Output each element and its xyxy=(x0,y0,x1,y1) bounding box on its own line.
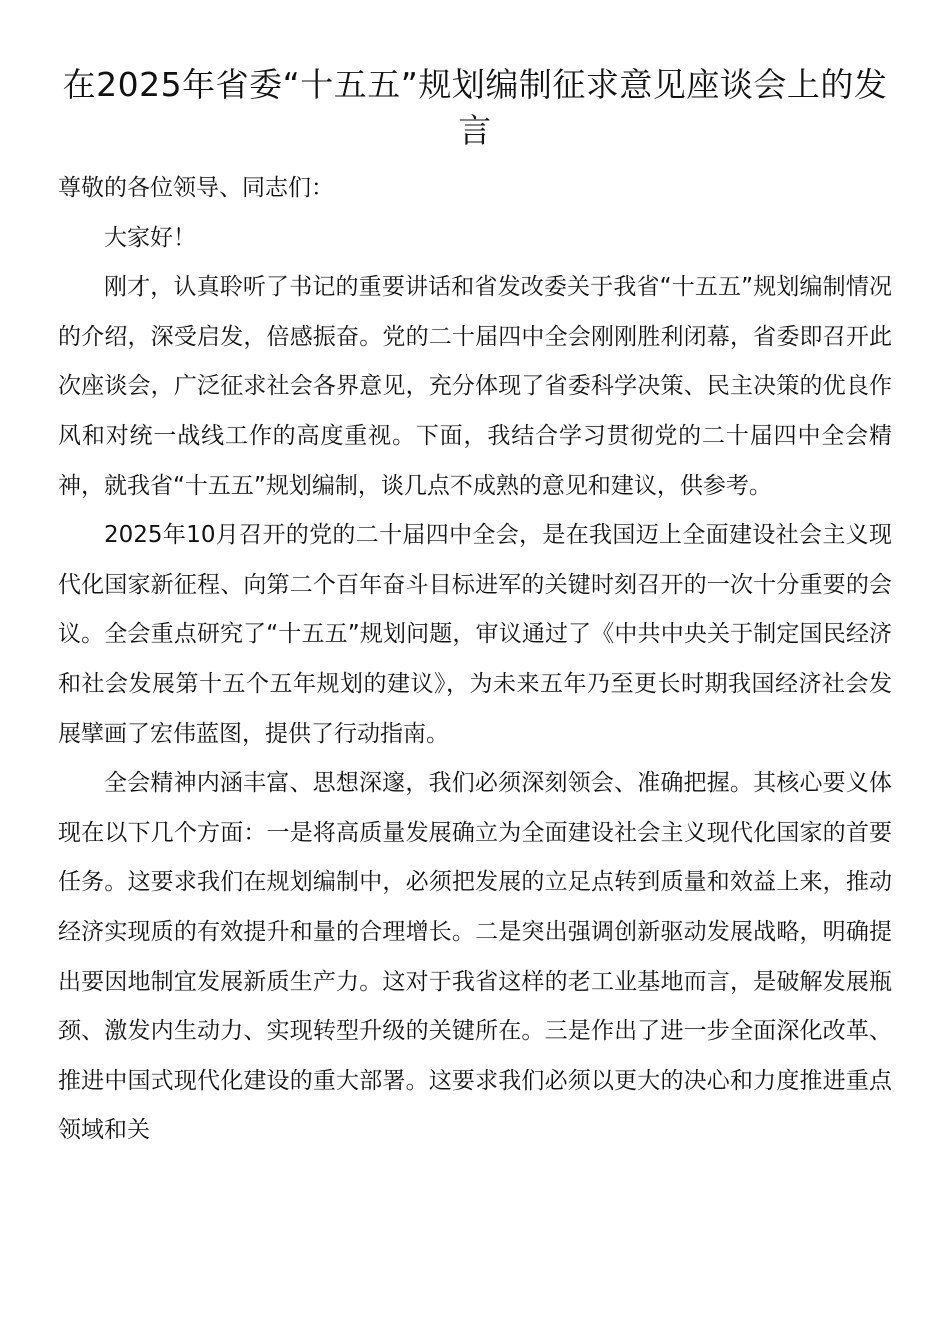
paragraph-core-meaning: 全会精神内涵丰富、思想深邃，我们必须深刻领会、准确把握。其核心要义体现在以下几个方面：一是将高质量发展确立为全面建设社会主义现代化国家的首要任务。这要求我们在规划编制中，必须把发展的立足点转到质量和效益上来，推动经济实现质的有效提升和量的合理增长。二是突出强调创新驱动发展战略，明确提出要因地制宜发展新质生产力。这对于我省这样的老工业基地而言，是破解发展瓶颈、激发内生动力、实现转型升级的关键所在。三是作出了进一步全面深化改革、推进中国式现代化建设的重大部署。这要求我们必须以更大的决心和力度推进重点领域和关 xyxy=(58,770,892,1144)
document-title: 在2025年省委“十五五”规划编制征求意见座谈会上的发言 xyxy=(62,65,888,150)
salutation: 尊敬的各位领导、同志们： xyxy=(58,175,334,201)
paragraph-intro: 刚才，认真聆听了书记的重要讲话和省发改委关于我省“十五五”规划编制情况的介绍，深受启发，倍感振奋。党的二十届四中全会刚刚胜利闭幕，省委即召开此次座谈会，广泛征求社会各界意见，充分体现了省委科学决策、民主决策的优良作风和对统一战线工作的高度重视。下面，我结合学习贯彻党的二十届四中全会精神，就我省“十五五”规划编制，谈几点不成熟的意见和建议，供参考。 xyxy=(58,274,892,499)
paragraph-plenum: 2025年10月召开的党的二十届四中全会，是在我国迈上全面建设社会主义现代化国家新征程、向第二个百年奋斗目标进军的关键时刻召开的一次十分重要的会议。全会重点研究了“十五五”规划问题，审议通过了《中共中央关于制定国民经济和社会发展第十五个五年规划的建议》，为未来五年乃至更长时期我国经济社会发展擘画了宏伟蓝图，提供了行动指南。 xyxy=(58,522,892,747)
paragraph-greeting: 大家好！ xyxy=(104,224,196,251)
